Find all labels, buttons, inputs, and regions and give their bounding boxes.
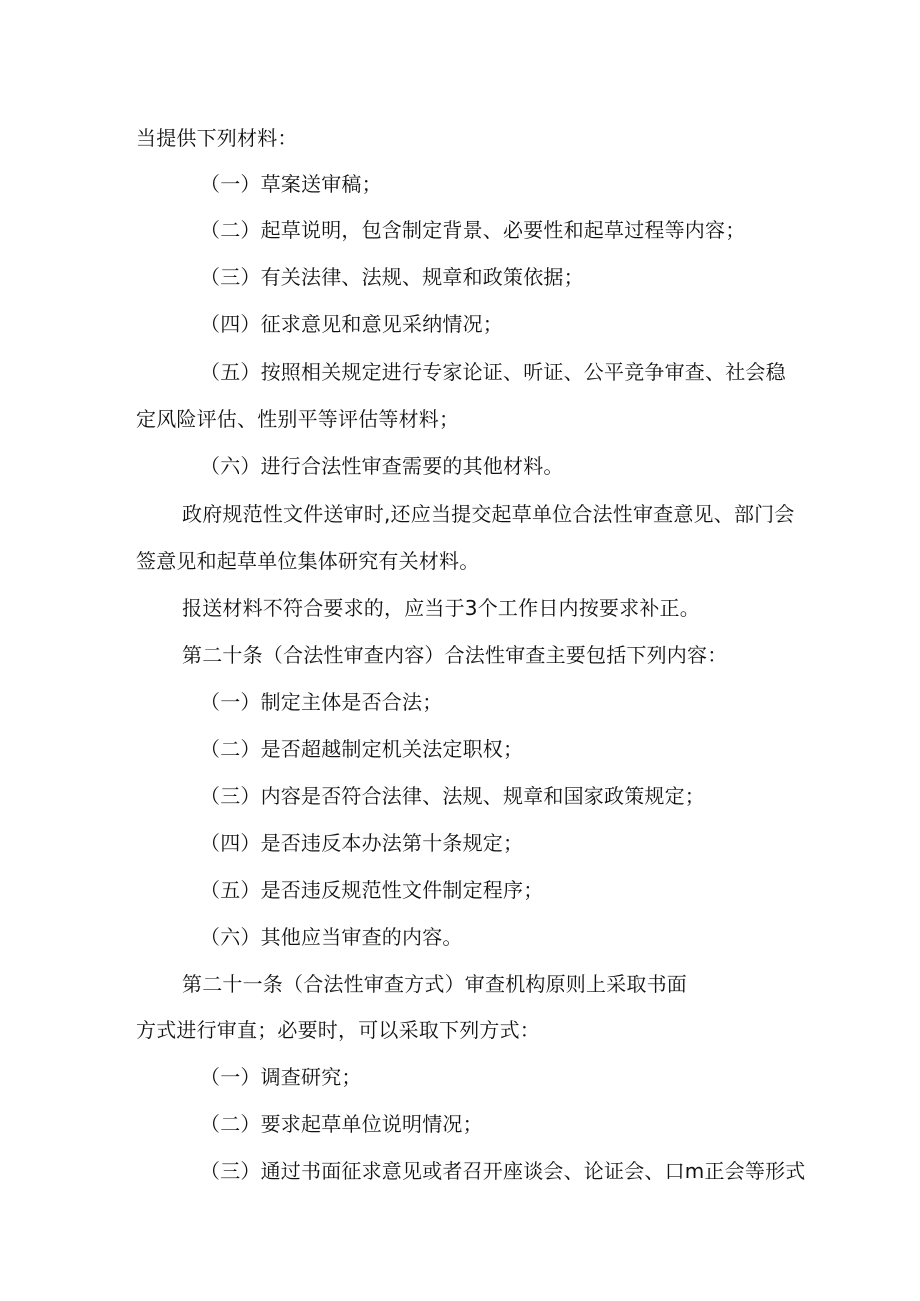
text-line-13: （一）制定主体是否合法； bbox=[200, 690, 443, 714]
text-line-9: 政府规范性文件送审时,还应当提交起草单位合法性审查意见、部门会 bbox=[182, 502, 795, 526]
text-line-6: （五）按照相关规定进行专家论证、听证、公平竞争审查、社会稳 bbox=[200, 360, 786, 384]
text-line-19: 第二十一条（合法性审查方式）审查机构原则上采取书面 bbox=[182, 972, 687, 996]
text-line-18: （六）其他应当审查的内容。 bbox=[200, 925, 463, 949]
text-line-21: （一）调查研究； bbox=[200, 1065, 362, 1089]
text-line-23: （三）通过书面征求意见或者召开座谈会、论证会、口m正会等形式 bbox=[200, 1159, 806, 1183]
text-line-3: （二）起草说明，包含制定背景、必要性和起草过程等内容； bbox=[200, 218, 746, 242]
text-line-16: （四）是否违反本办法第十条规定； bbox=[200, 831, 524, 855]
text-line-11: 报送材料不符合要求的，应当于3个工作日内按要求补正。 bbox=[182, 596, 700, 620]
text-line-1: 当提供下列材料： bbox=[136, 126, 298, 150]
text-line-14: （二）是否超越制定机关法定职权； bbox=[200, 737, 524, 761]
text-line-2: （一）草案送审稿； bbox=[200, 172, 382, 196]
text-line-20: 方式进行审直；必要时，可以采取下列方式： bbox=[136, 1018, 540, 1042]
text-line-12: 第二十条（合法性审查内容）合法性审查主要包括下列内容： bbox=[182, 643, 728, 667]
text-line-7: 定风险评估、性别平等评估等材料； bbox=[136, 407, 460, 431]
text-line-8: （六）进行合法性审查需要的其他材料。 bbox=[200, 454, 564, 478]
text-line-15: （三）内容是否符合法律、法规、规章和国家政策规定； bbox=[200, 784, 705, 808]
text-line-17: （五）是否违反规范性文件制定程序； bbox=[200, 878, 544, 902]
text-line-5: （四）征求意见和意见采纳情况； bbox=[200, 312, 503, 336]
text-line-22: （二）要求起草单位说明情况； bbox=[200, 1112, 483, 1136]
text-line-10: 签意见和起草单位集体研究有关材料。 bbox=[136, 549, 480, 573]
text-line-4: （三）有关法律、法规、规章和政策依据； bbox=[200, 265, 584, 289]
